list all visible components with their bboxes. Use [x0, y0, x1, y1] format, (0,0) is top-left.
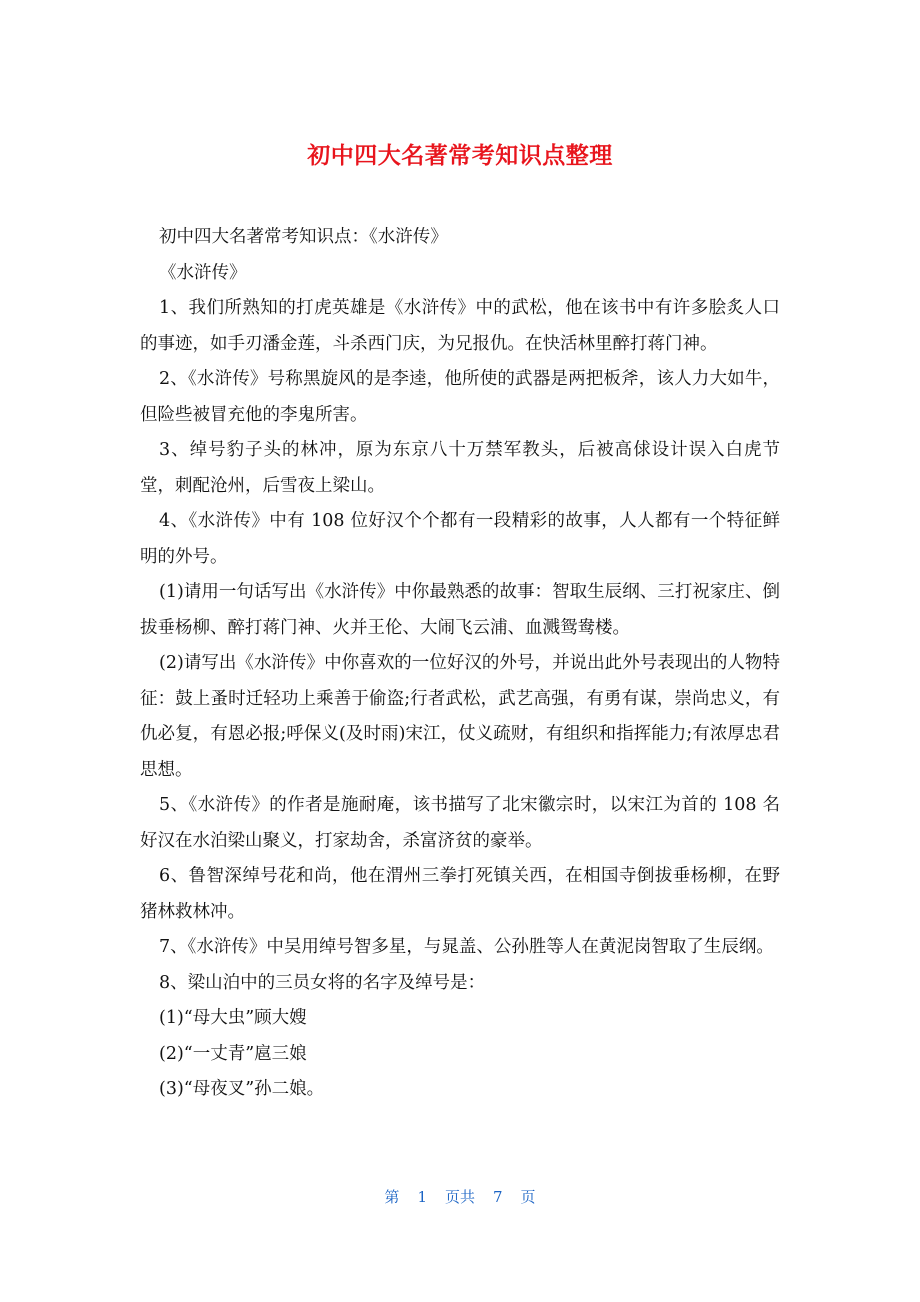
footer-current-page: 1	[417, 1188, 427, 1206]
list-item: (3)“母夜叉”孙二娘。	[159, 1079, 325, 1099]
paragraph-2: 2、《水浒传》号称黑旋风的是李逵，他所使的武器是两把板斧，该人力大如牛，但险些被冒充他的李鬼所害。	[140, 369, 780, 425]
section-heading: 初中四大名著常考知识点：《水浒传》	[159, 227, 448, 247]
footer-label-page-of: 页共	[444, 1188, 475, 1206]
book-title: 《水浒传》	[159, 262, 247, 283]
paragraph-8: 8、梁山泊中的三员女将的名字及绰号是：	[159, 972, 486, 993]
paragraph-7: 7、《水浒传》中吴用绰号智多星，与晁盖、公孙胜等人在黄泥岗智取了生辰纲。	[159, 937, 774, 957]
paragraph-4: 4、《水浒传》中有 108 位好汉个个都有一段精彩的故事，人人都有一个特征鲜明的外号。	[140, 511, 780, 567]
footer-label-pages-end: 页	[520, 1188, 536, 1206]
document-title: 初中四大名著常考知识点整理	[307, 143, 613, 169]
footer-total-pages: 7	[493, 1188, 503, 1206]
footer-label-page: 第	[384, 1188, 400, 1206]
paragraph-6: 6、鲁智深绰号花和尚，他在渭州三拳打死镇关西，在相国寺倒拔垂杨柳，在野猪林救林冲。	[140, 866, 780, 922]
paragraph-5: 5、《水浒传》的作者是施耐庵，该书描写了北宋徽宗时，以宋江为首的 108 名好汉在水泊梁山聚义，打家劫舍，杀富济贫的豪举。	[140, 795, 780, 851]
paragraph-4-sub-2: (2)请写出《水浒传》中你喜欢的一位好汉的外号，并说出此外号表现出的人物特征：鼓上蚤时迁轻功上乘善于偷盗;行者武松，武艺高强，有勇有谋，崇尚忠义，有仇必复，有恩必报;呼保义(及时雨)宋江，仗义疏财，有组织和指挥能力;有浓厚忠君思想。	[140, 653, 780, 780]
list-item: (2)“一丈青”扈三娘	[159, 1043, 307, 1064]
list-item: (1)“母大虫”顾大嫂	[159, 1008, 307, 1028]
page-footer	[0, 1186, 920, 1208]
paragraph-4-sub-1: (1)请用一句话写出《水浒传》中你最熟悉的故事：智取生辰纲、三打祝家庄、倒拔垂杨柳、醉打蒋门神、火并王伦、大闹飞云浦、血溅鸳鸯楼。	[140, 582, 780, 638]
paragraph-3: 3、绰号豹子头的林冲，原为东京八十万禁军教头，后被高俅设计误入白虎节堂，刺配沧州，后雪夜上梁山。	[140, 440, 780, 496]
document-body	[140, 220, 780, 1108]
paragraph-1: 1、我们所熟知的打虎英雄是《水浒传》中的武松，他在该书中有许多脍炙人口的事迹，如手刃潘金莲，斗杀西门庆，为兄报仇。在快活林里醉打蒋门神。	[140, 298, 780, 354]
